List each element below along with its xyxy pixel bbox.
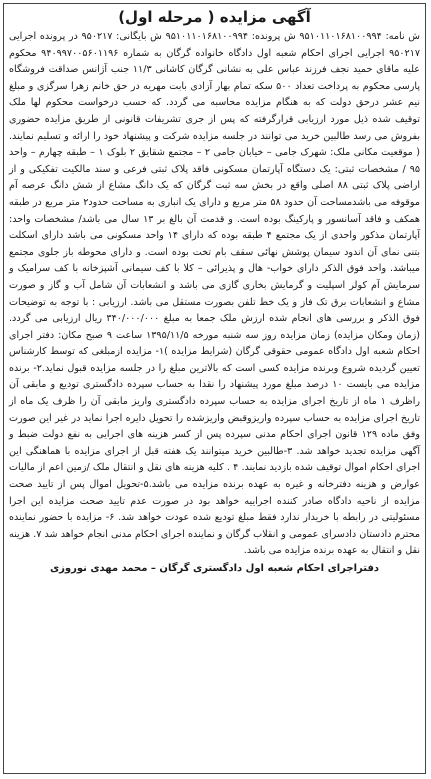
auction-notice — [3, 3, 426, 774]
notice-title: آگهی مزایده ( مرحله اول) — [118, 8, 311, 26]
notice-body: ش نامه: ۹۵۱۰۱۱۰۱۶۸۱۰۰۹۹۴ ش پرونده: ۹۵۱۰۱۱۰۱۶۸۱۰۰۹۹۴ ش بایگانی: ۹۵۰۲۱۷ در پرونده اجرایی ۹۵۰۲۱۷ اجرایی اجرای احکام شعبه اول دادگاه خانواده گرگان به شماره ۹۴۰۹۹۷۰۰۵۶۰۱۱۹۶ محکوم علیه ماقای حمید نجف فرزند عباس علی به نشانی گرگان کاشانی ۱۱/۳ جنب آژانس صداقت فروشگاه پارسی محکوم به پرداخت تعداد ۵۰۰ سکه تمام بهار آزادی بابت مهریه در حق خانم زهرا سرگزی و مبلغ نیم عشر درحق دولت که به هنگام مزایده محاسبه می گردد. که حسب درخواست محکوم لها ملک توقیف شده ذیل مورد ارزیابی قرارگرفته که پس از جری تشریفات قانونی از طریق مزایده حضوری بفروش می رسد طالبین خرید می توانند در جلسه مزایده شرکت و پیشنهاد خود را ارائه و تسلیم نمایند. ( موقعیت مکانی ملک: شهرک جامی – خیابان جامی ۲ – مجتمع شقایق ۲ بلوک ۱ – طبقه چهارم – واحد ۹۵ / مشخصات ثبتی: یک دستگاه آپارتمان مسکونی فاقد پلاک ثبتی فرعی و سند مالکیت تفکیکی و از اراضی پلاک ثبتی ۸۸ اصلی واقع در بخش سه ثبت گرگان که یک دانگ مشاع از شش دانگ عرصه آم موقوفه می باشدمساحت آن حدود ۵۸ متر مربع و دارای یک انباری به مساحت حدود۲ متر مربع در طبقه همکف و فاقد آسانسور و پارکینگ بوده است. و قدمت آن بالغ بر ۱۳ سال می باشد/ مشخصات واحد: آپارتمان مذکور واحدی از یک مجتمع ۴ طبقه بوده که دارای ۱۴ واحد مسکونی می باشد دارای اسکلت بتنی نمای آن اندود سیمان پوشش نهائی سقف بام تخت بوده است. و دارای محوطه باز جلوی مجتمع میباشد. واحد فوق الذکر دارای خواب- هال و پذیرائی – کلا با کف سیمانی آشپزخانه با کف سرامیک و سرمایش آم کولر اسپلیت و گرمایش بخاری گازی می باشد و انشعابات آن شامل آب و گاز و صورت مشاع و انشعابات برق تک فاز و یک خط تلفن بصورت مستقل می باشد. ارزیابی : با توجه به توضیحات فوق الذکر و بررسی های انجام شده ارزش ملک جمعا به مبلغ ۳۴۰/۰۰۰/۰۰۰ ریال ارزیابی می گردد. (زمان ومکان مزایده) زمان مزایده روز سه شنبه مورخه ۱۳۹۵/۱۱/۵ ساعت ۹ صبح مکان: دفتر اجرای احکام شعبه اول دادگاه عمومی حقوقی گرگان (شرایط مزایده )۱- مزایده ازمبلغی که توسط کارشناس تعیین گردیده شروع وبرنده مزایده کسی است که بالاترین مبلغ را در جلسه مزایده قبول نماید.۲- برنده مزایده می بایست ۱۰ درصد مبلغ مورد پیشنهاد را نقدا به حساب سپرده دادگستری تودیع و مابقی آن راظرف ۱ ماه از تاریخ اجرای مزایده به حساب سپرده دادگستری واریز مابقی آن را ظرف یک ماه از تاریخ اجرای مزایده به حساب سپرده واریزوقبض واریزشده را تحویل دایره اجرا نماید در غیر این صورت وفق ماده ۱۲۹ قانون اجرای احکام مدنی سپرده پس از کسر هزینه های اجرایی به نفع دولت ضبط و آگهی مزایده تجدید خواهد شد. ۳-طالبین خرید میتوانند یک هفته قبل از اجرای مزایده با هماهنگی این اجرای احکام اموال توقیف شده بازدید نمایند. ۴ . کلیه هزینه های نقل و انتقال ملک /زمین اعم از مالیات عوارض و هزینه دفترخانه و غیره به عهده برنده مزایده می باشد.۵-تحویل اموال پس از تایید صحت مزایده از ناحیه دادگاه صادر کننده اجراییه خواهد بود در صورت عدم تایید صحت مزایده این اجرا مسئولیتی در رابطه با خریدار ندارد فقط مبلغ تودیع شده عودت خواهد شد. ۶- مزایده با حضور نماینده محترم دادستان دادسرای عمومی و انقلاب گرگان و نماینده اجرای احکام مدنی انجام خواهد شد ۷. هزینه نقل و انتقال به عهده برنده مزایده می باشد. — [9, 31, 421, 557]
notice-signature: دفتراجرای احکام شعبه اول دادگستری گرگان – محمد مهدی نوروزی — [49, 563, 380, 574]
